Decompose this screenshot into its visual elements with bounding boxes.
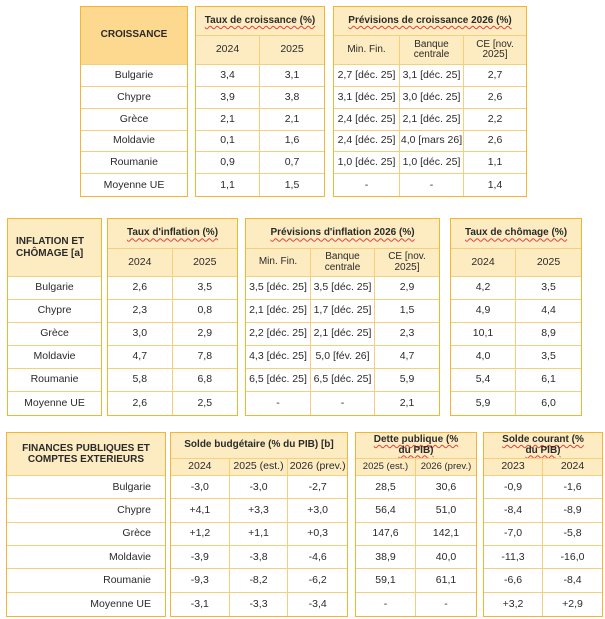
inflation-forecast-table	[245, 218, 440, 416]
budget-cell: -3,4	[308, 597, 327, 610]
year-header: 2024	[543, 459, 602, 476]
inflation-cell: 3,5 [déc. 25]	[246, 277, 311, 300]
growth-section-title: CROISSANCE	[81, 7, 187, 65]
inflation-cell: 2,1 [déc. 25]	[246, 300, 311, 323]
budget-title: Solde budgétaire (% du PIB) [b]	[171, 433, 347, 459]
growth-cell: 3,0 [déc. 25]	[400, 87, 464, 109]
finance-row-label: Chypre	[7, 499, 165, 522]
year-header: 2025 (est.)	[230, 459, 289, 476]
inflation-cell: -	[246, 392, 311, 415]
unemployment-cell: 3,5	[516, 346, 581, 369]
budget-cell: +1,1	[230, 523, 289, 546]
forecast-col-header: Banque centrale	[311, 249, 375, 277]
inflation-row-label: Grèce	[8, 323, 101, 346]
inflation-cell: 5,9	[375, 369, 439, 392]
growth-row-label: Chypre	[81, 87, 187, 109]
current-account-cell: -8,4	[543, 569, 602, 592]
budget-cell: -3,8	[230, 546, 289, 569]
growth-cell: 2,6	[464, 131, 526, 153]
inflation-cell: 5,0 [fév. 26]	[311, 346, 375, 369]
inflation-cell: 2,9	[375, 277, 439, 300]
inflation-cell: 1,5	[375, 300, 439, 323]
growth-row-label: Grèce	[81, 109, 187, 131]
year-header: 2024	[451, 249, 516, 277]
inflation-cell: -	[311, 392, 375, 415]
budget-cell: -3,0	[171, 476, 230, 499]
growth-cell: 3,1 [déc. 25]	[400, 65, 464, 87]
current-account-cell: -5,8	[543, 523, 602, 546]
inflation-cell: 6,5 [déc. 25]	[311, 369, 375, 392]
growth-rate-table	[195, 6, 325, 197]
growth-cell: 1,0 [déc. 25]	[400, 152, 464, 174]
year-header: 2026 (prev.)	[416, 459, 476, 476]
growth-cell: -	[334, 174, 400, 196]
debt-cell: 28,5	[356, 476, 416, 499]
current-account-cell: -8,4	[484, 499, 543, 522]
budget-cell: +1,2	[171, 523, 230, 546]
growth-forecast-title: Prévisions de croissance 2026 (%)	[334, 7, 526, 36]
finance-row-label: Roumanie	[7, 569, 165, 592]
growth-cell: 1,6	[260, 131, 324, 153]
inflation-rate-table	[107, 218, 238, 416]
debt-table	[355, 432, 477, 617]
inflation-cell: 3,0	[108, 323, 173, 346]
inflation-cell: 2,6	[108, 277, 173, 300]
debt-cell: -	[356, 593, 416, 616]
debt-cell: 147,6	[356, 523, 416, 546]
budget-cell: -4,6	[288, 546, 347, 569]
growth-cell: 2,4 [déc. 25]	[334, 131, 400, 153]
inflation-cell: 4,7	[108, 346, 173, 369]
budget-cell: -3,1	[171, 593, 230, 616]
budget-cell: -6,2	[288, 569, 347, 592]
current-account-cell: +2,9	[562, 597, 583, 610]
debt-cell: 51,0	[416, 499, 476, 522]
budget-cell: -2,7	[288, 476, 347, 499]
budget-table	[170, 432, 348, 617]
current-account-title: Solde courant (% du PIB)	[484, 433, 602, 459]
inflation-row-label: Bulgarie	[8, 277, 101, 300]
growth-cell: 1,0 [déc. 25]	[334, 152, 400, 174]
growth-cell: 0,7	[260, 152, 324, 174]
unemployment-title: Taux de chômage (%)	[451, 219, 581, 249]
current-account-cell: -16,0	[543, 546, 602, 569]
inflation-cell: 2,2 [déc. 25]	[246, 323, 311, 346]
budget-cell: -8,2	[230, 569, 289, 592]
debt-title: Dette publique (% du PIB)	[356, 433, 476, 459]
budget-cell: +0,3	[288, 523, 347, 546]
finance-label-block	[6, 432, 166, 617]
inflation-cell: 2,3	[108, 300, 173, 323]
year-header: 2026 (prev.)	[288, 459, 347, 476]
inflation-cell: 2,9	[173, 323, 238, 346]
inflation-cell: 2,3	[375, 323, 439, 346]
inflation-cell: 2,1	[399, 396, 415, 409]
debt-cell: 142,1	[416, 523, 476, 546]
growth-cell: -	[400, 174, 464, 196]
growth-row-label: Roumanie	[81, 152, 187, 174]
growth-cell: 0,1	[196, 131, 260, 153]
finance-row-label: Bulgarie	[7, 476, 165, 499]
unemployment-cell: 4,9	[451, 300, 516, 323]
inflation-rate-title: Taux d'inflation (%)	[108, 219, 237, 249]
growth-cell: 3,4	[196, 65, 260, 87]
inflation-label-block	[7, 218, 102, 416]
current-account-cell: -11,3	[484, 546, 543, 569]
inflation-cell: 1,7 [déc. 25]	[311, 300, 375, 323]
growth-cell: 3,8	[260, 87, 324, 109]
growth-cell: 2,7 [déc. 25]	[334, 65, 400, 87]
budget-cell: -9,3	[171, 569, 230, 592]
finance-row-label: Grèce	[7, 523, 165, 546]
inflation-cell: 7,8	[173, 346, 238, 369]
debt-cell: 40,0	[416, 546, 476, 569]
inflation-row-label: Moldavie	[8, 346, 101, 369]
year-header: 2025 (est.)	[356, 459, 416, 476]
year-header: 2024	[171, 459, 230, 476]
current-account-cell: -7,0	[484, 523, 543, 546]
current-account-cell: -6,6	[484, 569, 543, 592]
inflation-cell: 4,3 [déc. 25]	[246, 346, 311, 369]
forecast-col-header: CE [nov. 2025]	[464, 36, 526, 65]
current-account-cell: -8,9	[543, 499, 602, 522]
year-header: 2025	[173, 249, 238, 277]
budget-cell: +3,3	[230, 499, 289, 522]
year-header: 2024	[108, 249, 173, 277]
growth-cell: 0,9	[196, 152, 260, 174]
year-header: 2023	[484, 459, 543, 476]
growth-row-label: Bulgarie	[81, 65, 187, 87]
unemployment-cell: 4,4	[516, 300, 581, 323]
growth-cell: 3,9	[196, 87, 260, 109]
growth-cell: 2,4 [déc. 25]	[334, 109, 400, 131]
inflation-forecast-title: Prévisions d'inflation 2026 (%)	[246, 219, 439, 249]
growth-cell: 2,2	[464, 109, 526, 131]
forecast-col-header: Min. Fin.	[246, 249, 311, 277]
unemployment-cell: 4,2	[451, 277, 516, 300]
inflation-cell: 2,1 [déc. 25]	[311, 323, 375, 346]
current-account-cell: -0,9	[484, 476, 543, 499]
current-account-cell: +3,2	[484, 593, 543, 616]
growth-cell: 1,4	[487, 178, 503, 191]
inflation-cell: 3,5	[173, 277, 238, 300]
inflation-cell: 2,5	[197, 396, 213, 409]
budget-cell: -3,0	[230, 476, 289, 499]
forecast-col-header: Banque centrale	[400, 36, 464, 65]
unemployment-cell: 5,9	[451, 392, 516, 415]
unemployment-cell: 8,9	[516, 323, 581, 346]
budget-cell: -3,9	[171, 546, 230, 569]
inflation-row-label: Chypre	[8, 300, 101, 323]
current-account-table	[483, 432, 603, 617]
unemployment-cell: 3,5	[516, 277, 581, 300]
growth-row-label: Moldavie	[81, 131, 187, 153]
growth-label-block	[80, 6, 188, 197]
unemployment-table	[450, 218, 582, 416]
finance-section-title: FINANCES PUBLIQUES ET COMPTES EXTERIEURS	[7, 433, 165, 476]
growth-cell: 2,1	[196, 109, 260, 131]
inflation-cell: 6,8	[173, 369, 238, 392]
inflation-cell: 2,6	[108, 392, 173, 415]
inflation-cell: 3,5 [déc. 25]	[311, 277, 375, 300]
unemployment-cell: 5,4	[451, 369, 516, 392]
budget-cell: -3,3	[230, 593, 289, 616]
year-header: 2025	[260, 36, 324, 65]
debt-cell: 61,1	[416, 569, 476, 592]
year-header: 2024	[196, 36, 260, 65]
forecast-col-header: Min. Fin.	[334, 36, 400, 65]
budget-cell: +3,0	[288, 499, 347, 522]
inflation-cell: 6,5 [déc. 25]	[246, 369, 311, 392]
growth-cell: 3,1 [déc. 25]	[334, 87, 400, 109]
inflation-row-label: Moyenne UE	[8, 392, 101, 415]
growth-cell: 2,1 [déc. 25]	[400, 109, 464, 131]
growth-cell: 3,1	[260, 65, 324, 87]
inflation-section-title: INFLATION ET CHÔMAGE [a]	[8, 219, 101, 277]
budget-cell: +4,1	[171, 499, 230, 522]
growth-forecast-table	[333, 6, 527, 197]
growth-row-label: Moyenne UE	[81, 174, 187, 196]
year-header: 2025	[516, 249, 581, 277]
unemployment-cell: 10,1	[451, 323, 516, 346]
inflation-row-label: Roumanie	[8, 369, 101, 392]
growth-cell: 1,1	[464, 152, 526, 174]
unemployment-cell: 6,0	[541, 396, 556, 409]
debt-cell: -	[444, 597, 448, 610]
current-account-cell: -1,6	[543, 476, 602, 499]
inflation-cell: 0,8	[173, 300, 238, 323]
debt-cell: 56,4	[356, 499, 416, 522]
finance-row-label: Moldavie	[7, 546, 165, 569]
growth-cell: 1,5	[284, 178, 300, 191]
forecast-col-header: CE [nov. 2025]	[375, 249, 439, 277]
unemployment-cell: 6,1	[516, 369, 581, 392]
growth-rate-title: Taux de croissance (%)	[196, 7, 324, 36]
growth-cell: 2,7	[464, 65, 526, 87]
unemployment-cell: 4,0	[451, 346, 516, 369]
debt-cell: 38,9	[356, 546, 416, 569]
growth-cell: 2,1	[260, 109, 324, 131]
growth-cell: 1,1	[196, 174, 260, 196]
debt-cell: 30,6	[416, 476, 476, 499]
inflation-cell: 4,7	[375, 346, 439, 369]
finance-row-label: Moyenne UE	[7, 593, 165, 616]
growth-cell: 2,6	[464, 87, 526, 109]
debt-cell: 59,1	[356, 569, 416, 592]
inflation-cell: 5,8	[108, 369, 173, 392]
growth-cell: 4,0 [mars 26]	[400, 131, 464, 153]
